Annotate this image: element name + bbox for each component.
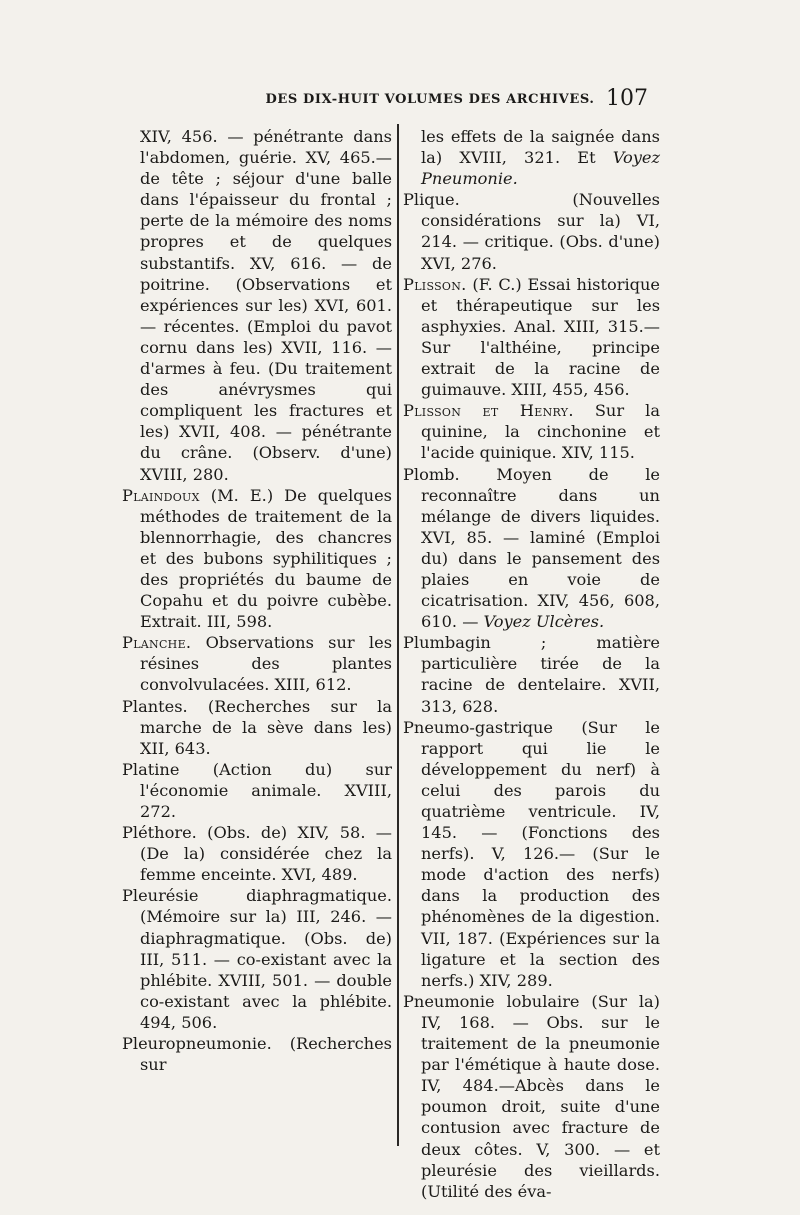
author-name: Plisson et Henry. [403,401,574,421]
entry-text: les effets de la saignée dans la) XVIII, 321. Et [421,127,660,168]
column-divider [397,124,399,1146]
author-name: Plaindoux [122,485,200,505]
index-entry-plomb [403,464,660,633]
entry-text: (M. E.) De quelques méthodes de traitement de la blennorrhagie, des chancres et des bubons syphilitiques ; des propriétés du baume de Copahu et du poivre cubèbe. Extrait. III, 598. [140,485,392,632]
index-entry-plisson [403,274,660,401]
running-title: DES DIX-HUIT VOLUMES DES ARCHIVES. [265,92,595,107]
right-column [403,126,660,1202]
entry-text: Observations sur les résines des plantes convolvulacées. XIII, 612. [140,633,392,695]
page-number: 107 [606,86,648,111]
index-entry-plaindoux [122,485,392,633]
entry-text: (F. C.) Essai historique et thérapeutique sur les asphyxies. Anal. XIII, 315.—Sur l'althéine, principe extrait de la racine de guimauve. XIII, 455, 456. [421,274,660,400]
index-entry-plique: Plique. (Nouvelles considérations sur la) VI, 214. — critique. (Obs. d'une) XVI, 276. [403,190,660,273]
author-name: Planche. [122,633,192,653]
cross-reference: Voyez Ulcères. [483,612,605,632]
author-name: Plisson. [403,274,467,294]
cross-reference: Voyez Pneumonie. [421,148,660,189]
index-entry-plantes: Plantes. (Recherches sur la marche de la sève dans les) XII, 643. [122,696,392,758]
index-entry-platine: Platine (Action du) sur l'économie animale. XVIII, 272. [122,759,392,821]
index-entry-pneumonie: Pneumonie lobulaire (Sur la) IV, 168. — Obs. sur le traitement de la pneumonie par l'émétique à haute dose. IV, 484.—Abcès dans le poumon droit, suite d'une contusion avec fracture de deux côtes. V, 300. — et pleurésie des vieillards. (Utilité des éva- [403,991,660,1201]
index-entry-planche [122,632,392,695]
index-entry-plethore: Pléthore. (Obs. de) XIV, 58. — (De la) considérée chez la femme enceinte. XVI, 489. [122,823,392,885]
index-entry-pleuresie: Pleurésie diaphragmatique. (Mémoire sur la) III, 246. — diaphragmatique. (Obs. de) III, 511. — co-existant avec la phlébite. XVIII, 501. — double co-existant avec la phlébite. 494, 506. [122,886,392,1032]
index-entry-plumbagin: Plumbagin ; matière particulière tirée de la racine de dentelaire. XVII, 313, 628. [403,633,660,716]
index-entry-pneumo-gastrique: Pneumo-gastrique (Sur le rapport qui lie le développement du nerf) à celui des parois du quatrième ventricule. IV, 145. — (Fonctions des nerfs). V, 126.— (Sur le mode d'action des nerfs) dans la production des phénomènes de la digestion. VII, 187. (Expériences sur la ligature et la section des nerfs.) XIV, 289. [403,717,660,990]
index-entry-pleuropneumonie: Pleuropneumonie. (Recherches sur [122,1034,392,1075]
left-column [122,126,392,1075]
index-entry-continuation: XIV, 456. — pénétrante dans l'abdomen, guérie. XV, 465.— de tête ; séjour d'une balle dans l'épaisseur du frontal ; perte de la mémoire des noms propres et de quelques substantifs. XV, 616. — de poitrine. (Observations et expériences sur les) XVI, 601. — récentes. (Emploi du pavot cornu dans les) XVII, 116. — d'armes à feu. (Du traitement des anévrysmes qui compliquent les fractures et les) XVII, 408. — pénétrante du crâne. (Observ. d'une) XVIII, 280. [140,127,392,484]
index-entry-plisson-henry [403,400,660,463]
index-entry-continuation [403,126,660,189]
entry-text: Sur la quinine, la cinchonine et l'acide quinique. XIV, 115. [421,401,660,463]
entry-text: Plomb. Moyen de le reconnaître dans un mélange de divers liquides. XVI, 85. — laminé (Emploi du) dans le pansement des plaies en voie de cicatrisation. XIV, 456, 608, 610. — [403,464,660,632]
